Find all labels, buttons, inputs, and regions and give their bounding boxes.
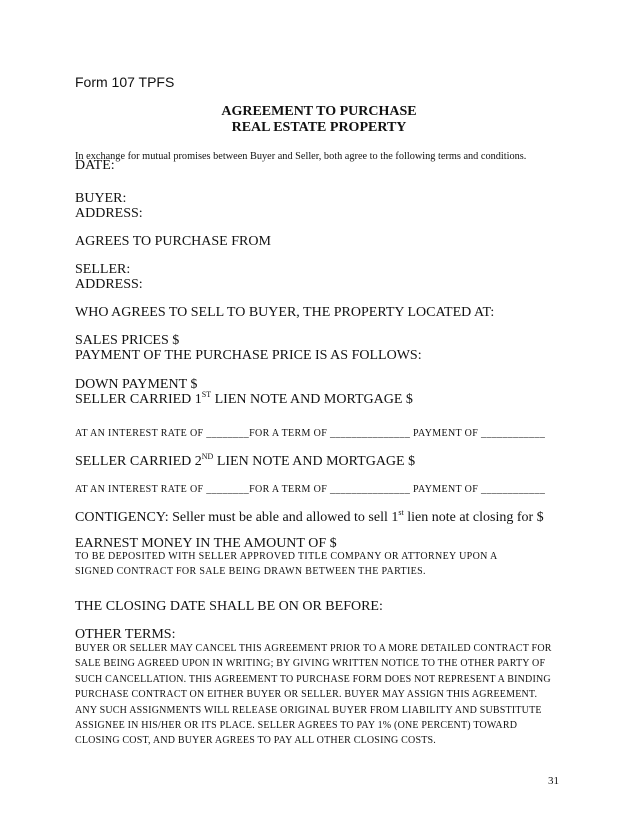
page-number: 31: [548, 775, 559, 787]
down-payment: DOWN PAYMENT $: [75, 377, 198, 392]
payment-follows: PAYMENT OF THE PURCHASE PRICE IS AS FOLLOWS:: [75, 348, 422, 363]
other-terms-label: OTHER TERMS:: [75, 627, 176, 642]
first-lien-line: SELLER CARRIED 1ST LIEN NOTE AND MORTGAGE $: [75, 390, 413, 407]
other-terms-line: ANY SUCH ASSIGNMENTS WILL RELEASE ORIGINAL BUYER FROM LIABILITY AND SUBSTITUTE: [75, 704, 542, 716]
second-lien-line: SELLER CARRIED 2ND LIEN NOTE AND MORTGAGE $: [75, 452, 416, 469]
seller-label: SELLER:: [75, 262, 131, 277]
buyer-address-label: ADDRESS:: [75, 206, 143, 221]
other-terms-line: SUCH CANCELLATION. THIS AGREEMENT TO PURCHASE FORM DOES NOT REPRESENT A BINDING: [75, 673, 551, 685]
other-terms-line: CLOSING COST, AND BUYER AGREES TO PAY ALL OTHER CLOSING COSTS.: [75, 735, 436, 747]
contingency-line: CONTIGENCY: Seller must be able and allowed to sell 1st lien note at closing for $: [75, 508, 544, 525]
other-terms-line: ASSIGNEE IN HIS/HER OR ITS PLACE. SELLER AGREES TO PAY 1% (ONE PERCENT) TOWARD: [75, 720, 518, 732]
buyer-label: BUYER:: [75, 191, 127, 206]
other-terms-line: BUYER OR SELLER MAY CANCEL THIS AGREEMENT PRIOR TO A MORE DETAILED CONTRACT FOR: [75, 643, 552, 654]
seller-address-label: ADDRESS:: [75, 277, 143, 292]
title-line-2: REAL ESTATE PROPERTY: [231, 120, 407, 135]
agrees-to-purchase: AGREES TO PURCHASE FROM: [75, 234, 271, 249]
other-terms-line: PURCHASE CONTRACT ON EITHER BUYER OR SELLER. BUYER MAY ASSIGN THIS AGREEMENT.: [75, 689, 538, 701]
sales-prices: SALES PRICES $: [75, 333, 180, 348]
title-line-1: AGREEMENT TO PURCHASE: [221, 104, 417, 119]
intro-text: In exchange for mutual promises between Buyer and Seller, both agree to the following terms and conditions.: [75, 151, 527, 162]
property-located: WHO AGREES TO SELL TO BUYER, THE PROPERTY LOCATED AT:: [75, 305, 495, 320]
interest-line-2: AT AN INTEREST RATE OF ________FOR A TERM OF _______________ PAYMENT OF ____________: [75, 484, 546, 495]
interest-line-1: AT AN INTEREST RATE OF ________FOR A TERM OF _______________ PAYMENT OF ____________: [75, 428, 546, 439]
other-terms-line: SALE BEING AGREED UPON IN WRITING; BY GIVING WRITTEN NOTICE TO THE OTHER PARTY OF: [75, 658, 546, 670]
earnest-line-1: TO BE DEPOSITED WITH SELLER APPROVED TITLE COMPANY OR ATTORNEY UPON A: [75, 551, 498, 562]
other-terms-text: [75, 641, 575, 749]
earnest-line-2: SIGNED CONTRACT FOR SALE BEING DRAWN BETWEEN THE PARTIES.: [75, 566, 426, 577]
date-label: DATE:: [75, 158, 115, 173]
form-id: Form 107 TPFS: [75, 74, 175, 90]
earnest-money: EARNEST MONEY IN THE AMOUNT OF $: [75, 536, 337, 551]
closing-date: THE CLOSING DATE SHALL BE ON OR BEFORE:: [75, 599, 383, 614]
